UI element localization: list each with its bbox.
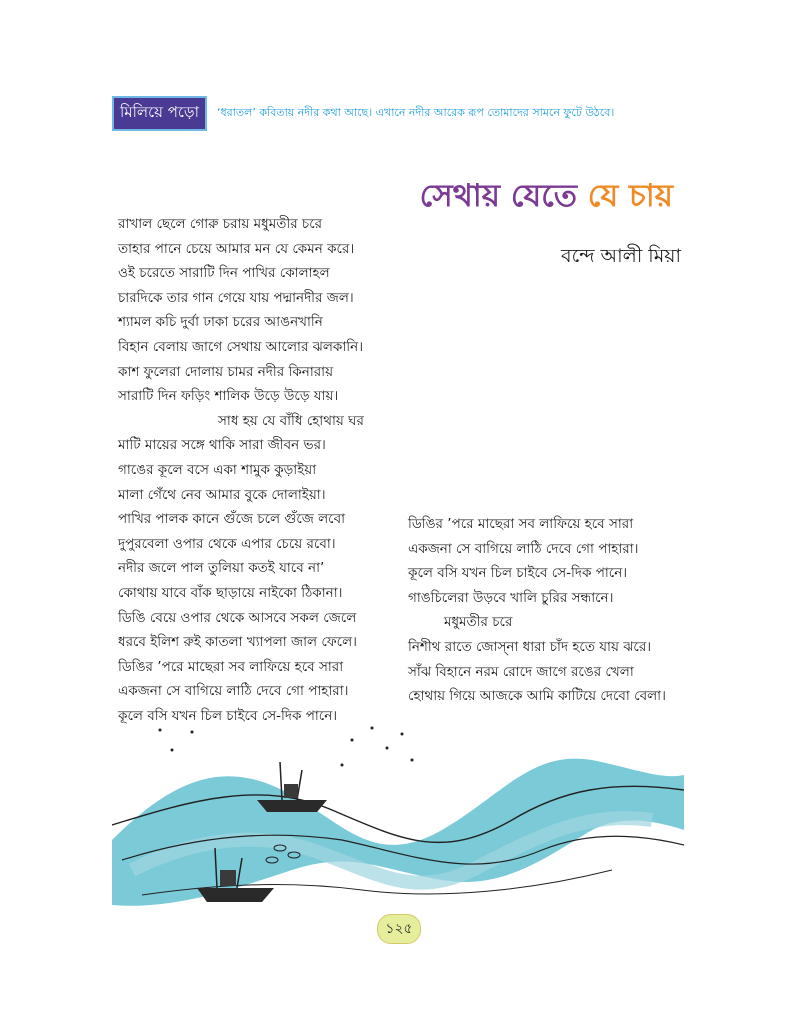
poem-line: রাখাল ছেলে গোরু চরায় মধুমতীর চরে [118, 216, 323, 232]
poem-line: ডিঙি বেয়ে ওপার থেকে আসবে সকল জেলে [118, 609, 357, 626]
poem-line: মাটি মায়ের সঙ্গে থাকি সারা জীবন ভর। [118, 437, 326, 454]
poem-line: কূলে বসি যখন চিল চাইবে সে-দিক পানে। [408, 565, 628, 582]
poem-line: দুপুরবেলা ওপার থেকে এপার চেয়ে রবো। [118, 535, 336, 552]
poem-line: শ্যামল কচি দুর্বা ঢাকা চরের আঙনখানি [118, 314, 323, 331]
poem-line: নদীর জলে পাল তুলিয়া কতই যাবে না’ [118, 560, 325, 577]
poem-line: গাঙের কূলে বসে একা শামুক কুড়াইয়া [118, 461, 317, 478]
title-part-orange: যে চায় [587, 178, 673, 214]
poem-line: তাহার পানে চেয়ে আমার মন যে কেমন করে। [118, 240, 355, 257]
intro-text: ‘ধরাতল’ কবিতায় নদীর কথা আছে। এখানে নদীর আরেক রূপ তোমাদের সামনে ফুটে উঠবে। [217, 106, 615, 119]
poem-line: সারাটি দিন ফড়িং শালিক উড়ে উড়ে যায়। [118, 388, 339, 405]
poem-line: ডিঙির ’পরে মাছেরা সব লাফিয়ে হবে সারা [408, 516, 634, 532]
river-boats-illustration [112, 720, 684, 920]
poem-left-column [118, 212, 364, 728]
page-number: ১২৫ [377, 914, 421, 944]
dot-pattern [159, 727, 414, 767]
poem-line: হোথায় গিয়ে আজকে আমি কাটিয়ে দেবো বেলা। [408, 688, 666, 705]
section-badge: মিলিয়ে পড়ো [112, 96, 207, 131]
poem-title [420, 172, 673, 224]
poem-line: কূলে বসি যখন চিল চাইবে সে-দিক পানে। [118, 707, 338, 724]
poem-line: চারদিকে তার গান গেয়ে যায় পদ্মানদীর জল। [118, 289, 354, 306]
poem-author: বন্দে আলী মিয়া [561, 245, 681, 267]
poem-line: কোথায় যাবে বাঁক ছাড়ায়ে নাইকো ঠিকানা। [118, 584, 343, 601]
poem-line: একজনা সে বাগিয়ে লাঠি দেবে গো পাহারা। [118, 683, 349, 700]
poem-line: ডিঙির ’পরে মাছেরা সব লাফিয়ে হবে সারা [118, 658, 344, 675]
poem-line: মালা গেঁথে নেব আমার বুকে দোলাইয়া। [118, 486, 326, 503]
poem-line: কাশ ফুলেরা দোলায় চামর নদীর কিনারায় [118, 363, 334, 380]
intro-banner [112, 96, 614, 131]
poem-line: গাঙচিলেরা উড়বে খালি চুরির সন্ধানে। [408, 589, 614, 606]
poem-line: একজনা সে বাগিয়ে লাঠি দেবে গো পাহারা। [408, 540, 639, 557]
poem-line: ধরবে ইলিশ রুই কাতলা খ্যাপলা জাল ফেলে। [118, 634, 357, 651]
title-part-purple: সেথায় যেতে [419, 178, 588, 214]
poem-line: ওই চরেতে সারাটি দিন পাখির কোলাহল [118, 265, 330, 282]
poem-line: নিশীথ রাতে জোস্‌না ধারা চাঁদ হতে যায় ঝরে। [408, 638, 652, 655]
poem-line: পাখির পালক কানে গুঁজে চলে গুঁজে লবো [118, 511, 346, 528]
poem-right-column [408, 512, 666, 709]
poem-line: বিহান বেলায় জাগে সেথায় আলোর ঝলকানি। [118, 338, 364, 355]
poem-line: সাধ হয় যে বাঁধি হোথায় ঘর [218, 412, 364, 429]
poem-line: মধুমতীর চরে [444, 614, 513, 631]
poem-line: সাঁঝ বিহানে নরম রোদে জাগে রঙের খেলা [408, 663, 634, 680]
